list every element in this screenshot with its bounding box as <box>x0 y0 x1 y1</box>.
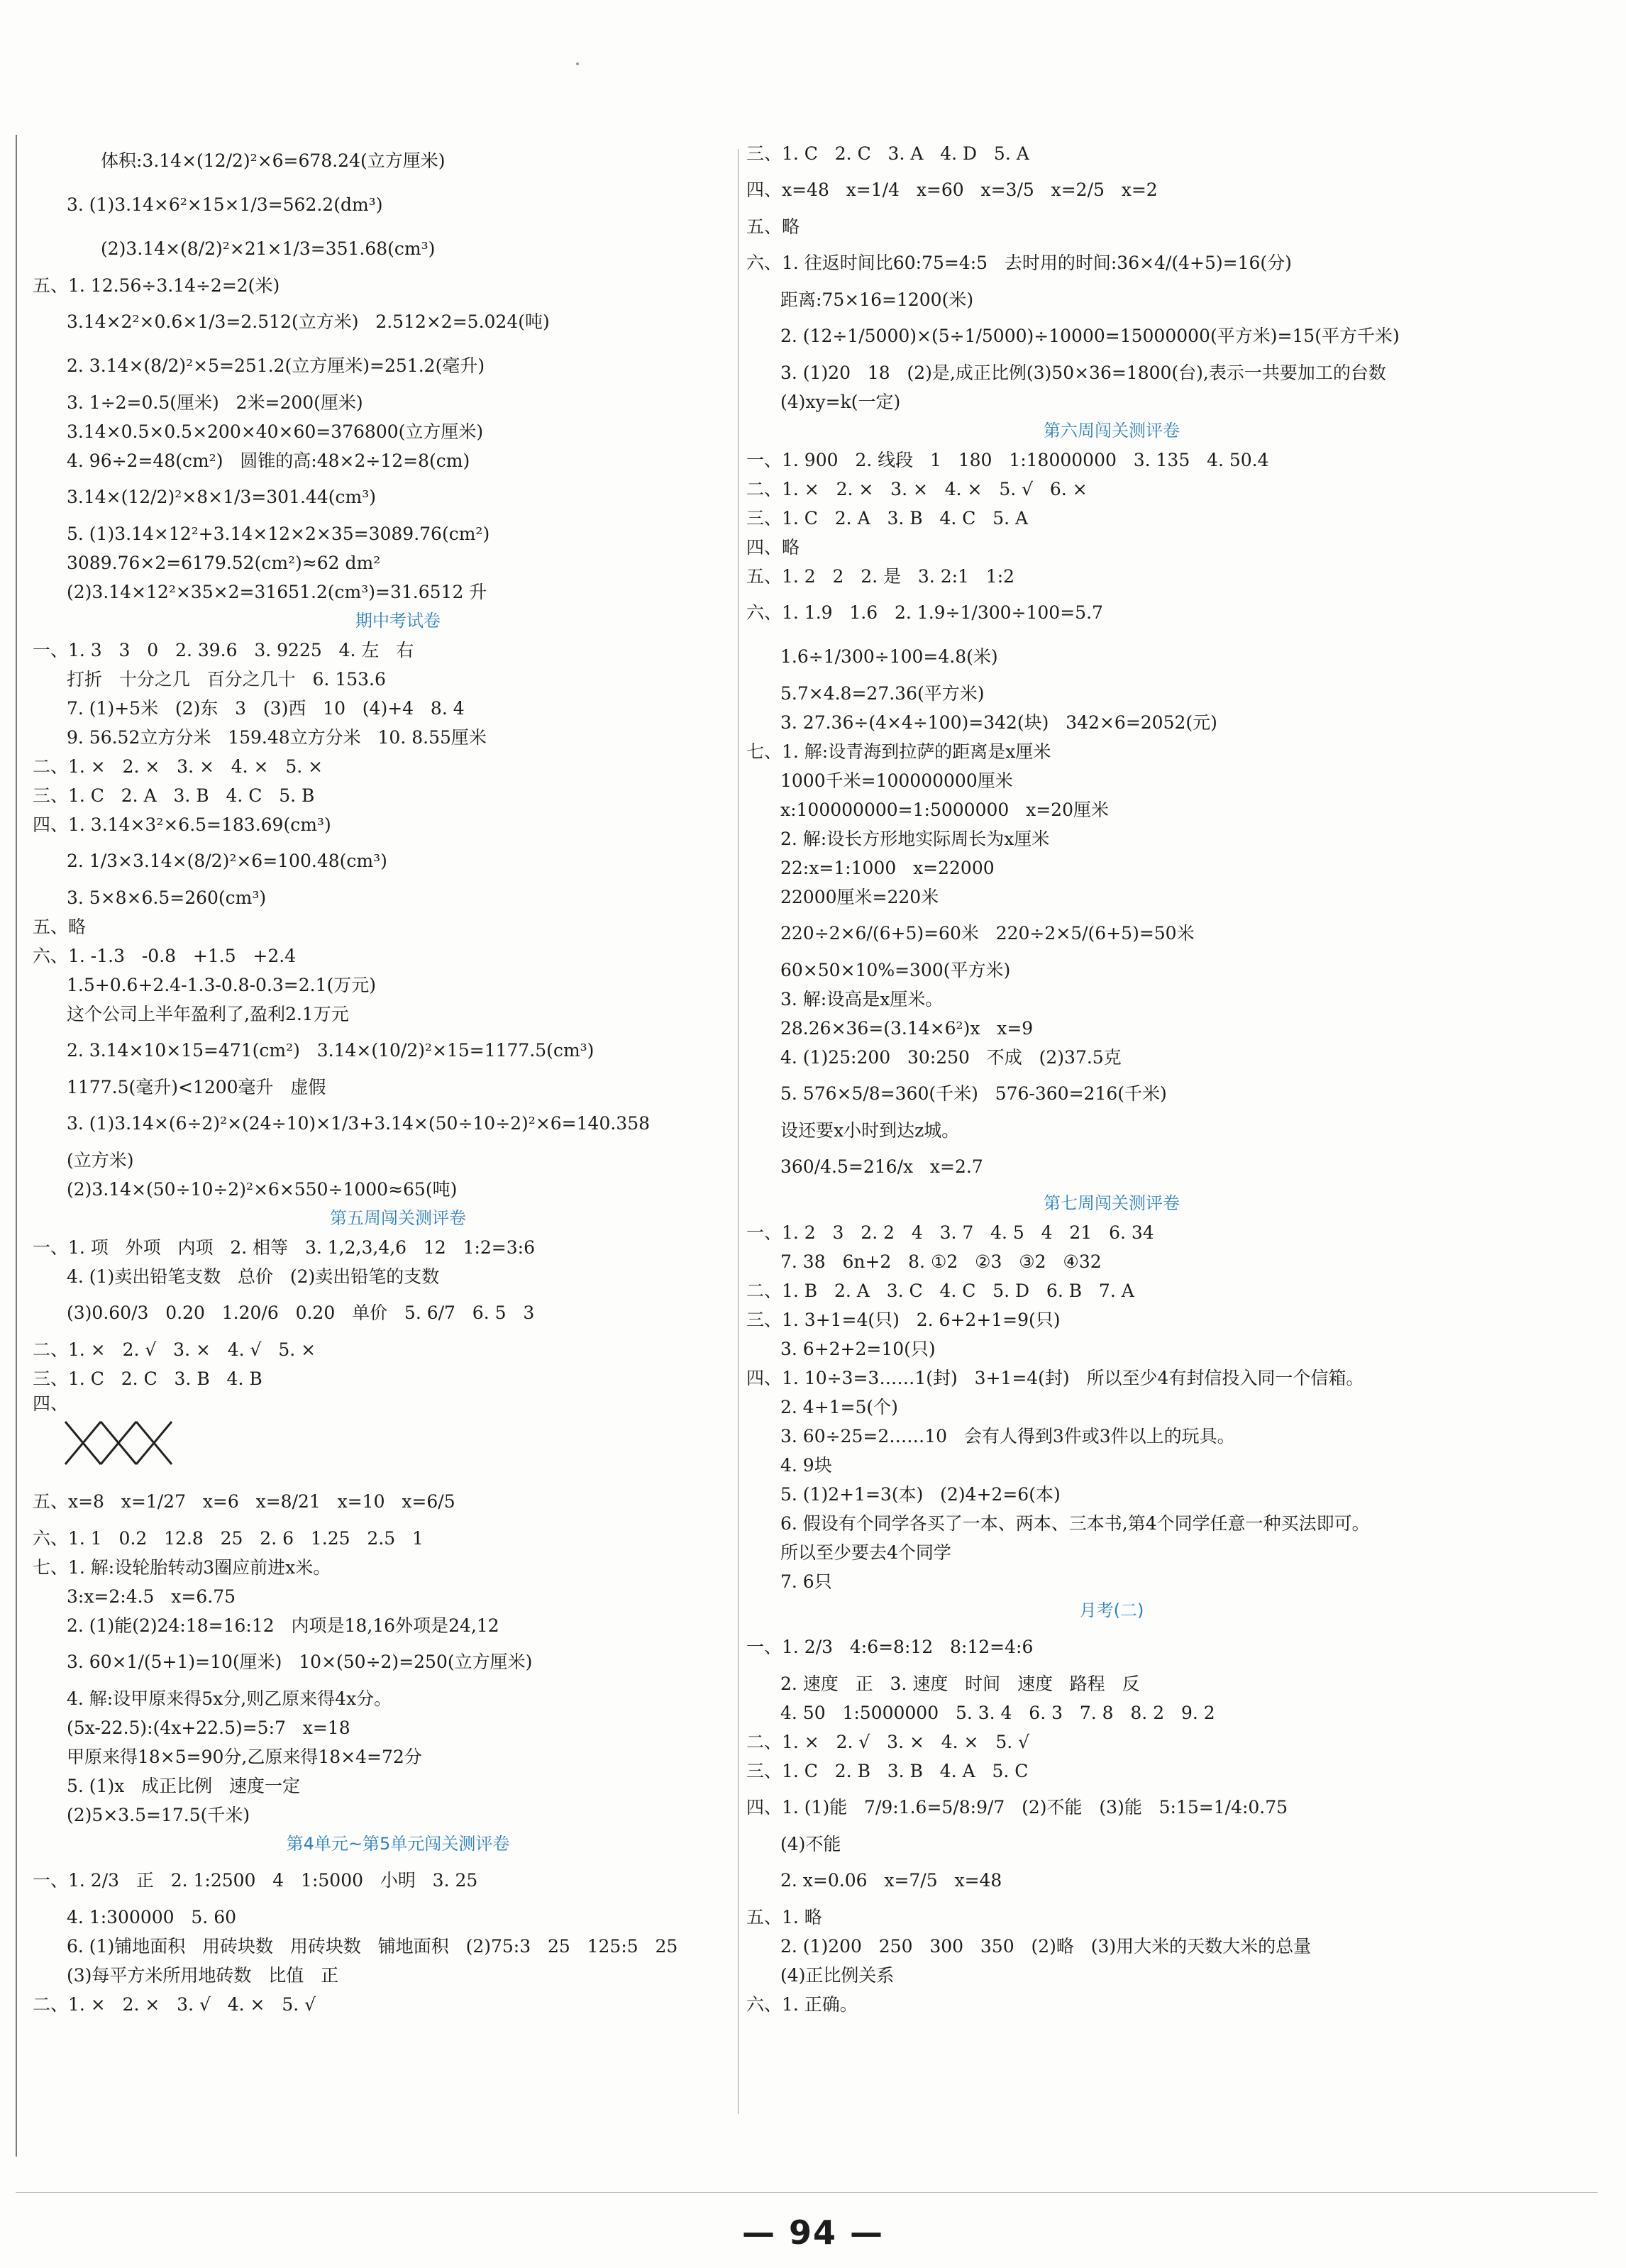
answer-line: 4. (1)25:200 30:250 不成 (2)37.5克 <box>780 1047 1122 1068</box>
answer-line: 五、1. 略 <box>746 1907 822 1927</box>
answer-line: 5. 576×5/8=360(千米) 576-360=216(千米) <box>780 1083 1167 1104</box>
answer-line: 2. (1)能(2)24:18=16:12 内项是18,16外项是24,12 <box>67 1615 499 1636</box>
answer-line: 3. (1)20 18 (2)是,成正比例(3)50×36=1800(台),表示一共要加工的台数 <box>780 363 1386 383</box>
answer-line: 3. 5×8×6.5=260(cm³) <box>67 887 267 908</box>
answer-line: 5. (1)2+1=3(本) (2)4+2=6(本) <box>780 1484 1061 1505</box>
answer-line: 5. (1)x 成正比例 速度一定 <box>67 1776 300 1796</box>
answer-line: 七、1. 解:设青海到拉萨的距离是x厘米 <box>746 741 1051 762</box>
answer-line: 2. (12÷1/5000)×(5÷1/5000)÷10000=15000000(平方米)=15(平方千米) <box>780 326 1400 346</box>
answer-line: 3. 6+2+2=10(只) <box>780 1339 936 1359</box>
answer-line: 六、1. -1.3 -0.8 +1.5 +2.4 <box>33 946 297 966</box>
answer-line: 一、1. 项 外项 内项 2. 相等 3. 1,2,3,4,6 12 1:2=3:6 <box>33 1237 535 1258</box>
scan-speck <box>576 62 579 65</box>
answer-line: 4. 96÷2=48(cm²) 圆锥的高:48×2÷12=8(cm) <box>67 450 470 471</box>
answer-line: 7. 6只 <box>780 1571 832 1592</box>
answer-line: 一、1. 900 2. 线段 1 180 1:18000000 3. 135 4. 50.4 <box>746 450 1269 470</box>
answer-line: 3.14×2²×0.6×1/3=2.512(立方米) 2.512×2=5.024(吨) <box>67 311 550 332</box>
answer-line: 1000千米=100000000厘米 <box>780 770 1013 791</box>
answer-line: (3)每平方米所用地砖数 比值 正 <box>67 1965 339 1986</box>
section-heading: 第七周闯关测评卷 <box>1044 1193 1180 1213</box>
left-column <box>33 139 763 2019</box>
answer-line: 二、1. B 2. A 3. C 4. C 5. D 6. B 7. A <box>746 1280 1134 1301</box>
answer-line: 3. (1)3.14×(6÷2)²×(24÷10)×1/3+3.14×(50÷10÷2)²×6=140.358 <box>67 1113 651 1134</box>
answer-line: 2. 3.14×(8/2)²×5=251.2(立方厘米)=251.2(毫升) <box>67 355 485 376</box>
answer-line: 一、1. 2 3 2. 2 4 3. 7 4. 5 4 21 6. 34 <box>746 1222 1154 1243</box>
answer-line: 3089.76×2=6179.52(cm²)≈62 dm² <box>67 553 381 573</box>
section-heading: 第六周闯关测评卷 <box>1044 421 1180 441</box>
answer-line: 2. 4+1=5(个) <box>780 1397 898 1417</box>
answer-line: (3)0.60/3 0.20 1.20/6 0.20 单价 5. 6/7 6. 5 3 <box>67 1302 535 1323</box>
answer-line: 设还要x小时到达z城。 <box>780 1120 960 1141</box>
answer-line: 一、1. 2/3 4:6=8:12 8:12=4:6 <box>746 1637 1034 1657</box>
answer-line: (2)3.14×(50÷10÷2)²×6×550÷1000≈65(吨) <box>67 1179 458 1200</box>
answer-line: 七、1. 解:设轮胎转动3圈应前进x米。 <box>33 1557 331 1578</box>
answer-line: 四、 <box>33 1393 69 1414</box>
footer-rule <box>16 2192 1598 2193</box>
answer-line: 四、1. (1)能 7/9:1.6=5/8:9/7 (2)不能 (3)能 5:15=1/4:0.75 <box>746 1797 1288 1818</box>
answer-line: 3. 1÷2=0.5(厘米) 2米=200(厘米) <box>67 392 363 413</box>
answer-line: 三、1. C 2. C 3. B 4. B <box>33 1368 262 1389</box>
answer-line: 二、1. × 2. √ 3. × 4. × 5. √ <box>746 1732 1030 1752</box>
answer-line: 3. (1)3.14×6²×15×1/3=562.2(dm³) <box>67 194 383 215</box>
answer-line: 打折 十分之几 百分之几十 6. 153.6 <box>67 669 386 690</box>
answer-line: (4)xy=k(一定) <box>780 392 901 412</box>
answer-line: 2. 1/3×3.14×(8/2)²×6=100.48(cm³) <box>67 851 387 871</box>
answer-line: 六、1. 往返时间比60:75=4:5 去时用的时间:36×4/(4+5)=16(分) <box>746 253 1292 273</box>
answer-line: 2. 速度 正 3. 速度 时间 速度 路程 反 <box>780 1674 1140 1694</box>
answer-line: 22000厘米=220米 <box>780 887 939 907</box>
answer-line: 甲原来得18×5=90分,乙原来得18×4=72分 <box>67 1747 422 1767</box>
answer-line: (4)不能 <box>780 1834 841 1854</box>
answer-line: 五、x=8 x=1/27 x=6 x=8/21 x=10 x=6/5 <box>33 1491 455 1512</box>
right-column <box>746 139 1477 2019</box>
answer-line: 3:x=2:4.5 x=6.75 <box>67 1586 236 1607</box>
answer-line: 六、1. 正确。 <box>746 1994 858 2015</box>
answer-line: (立方米) <box>67 1150 134 1171</box>
matching-lines-figure <box>58 1415 200 1477</box>
answer-line: 一、1. 3 3 0 2. 39.6 3. 9225 4. 左 右 <box>33 640 414 660</box>
section-heading: 月考(二) <box>1079 1600 1144 1620</box>
answer-line: 3. 解:设高是x厘米。 <box>780 989 944 1009</box>
section-heading: 第五周闯关测评卷 <box>330 1208 466 1228</box>
answer-line: 二、1. × 2. √ 3. × 4. √ 5. × <box>33 1339 316 1360</box>
answer-line: 四、略 <box>746 537 800 558</box>
answer-line: x:100000000=1:5000000 x=20厘米 <box>780 800 1109 820</box>
answer-line: 1.5+0.6+2.4-1.3-0.8-0.3=2.1(万元) <box>67 975 376 995</box>
answer-line: 7. (1)+5米 (2)东 3 (3)西 10 (4)+4 8. 4 <box>67 698 465 719</box>
answer-line: 4. 1:300000 5. 60 <box>67 1907 237 1927</box>
answer-line: 二、1. × 2. × 3. √ 4. × 5. √ <box>33 1994 316 2015</box>
answer-line: 3.14×0.5×0.5×200×40×60=376800(立方厘米) <box>67 421 484 442</box>
answer-line: 六、1. 1.9 1.6 2. 1.9÷1/300÷100=5.7 <box>746 602 1103 623</box>
answer-line: (2)3.14×12²×35×2=31651.2(cm³)=31.6512 升 <box>67 582 487 602</box>
answer-line: 28.26×36=(3.14×6²)x x=9 <box>780 1018 1034 1039</box>
answer-line: (4)正比例关系 <box>780 1965 895 1986</box>
answer-line: 4. 50 1:5000000 5. 3. 4 6. 3 7. 8 8. 2 9. 2 <box>780 1703 1215 1723</box>
answer-line: 3.14×(12/2)²×8×1/3=301.44(cm³) <box>67 487 376 507</box>
answer-line: 三、1. C 2. C 3. A 4. D 5. A <box>746 143 1029 164</box>
binding-rule <box>16 135 17 2157</box>
answer-line: (5x-22.5):(4x+22.5)=5:7 x=18 <box>67 1717 350 1738</box>
answer-line: 六、1. 1 0.2 12.8 25 2. 6 1.25 2.5 1 <box>33 1528 424 1549</box>
answer-line: 3. 60÷25=2……10 会有人得到3件或3件以上的玩具。 <box>780 1426 1235 1446</box>
answer-line: 1.6÷1/300÷100=4.8(米) <box>780 646 998 667</box>
answer-line: 2. 3.14×10×15=471(cm²) 3.14×(10/2)²×15=1177.5(cm³) <box>67 1040 594 1061</box>
answer-line: 2. (1)200 250 300 350 (2)略 (3)用大米的天数大米的总量 <box>780 1936 1312 1957</box>
answer-line: 距离:75×16=1200(米) <box>780 289 974 310</box>
answer-line: 二、1. × 2. × 3. × 4. × 5. √ 6. × <box>746 479 1088 499</box>
answer-line: 7. 38 6n+2 8. ①2 ②3 ③2 ④32 <box>780 1251 1102 1272</box>
answer-line: (2)3.14×(8/2)²×21×1/3=351.68(cm³) <box>101 238 436 259</box>
answer-line: 360/4.5=216/x x=2.7 <box>780 1156 983 1177</box>
answer-line: 三、1. C 2. A 3. B 4. C 5. B <box>33 785 315 806</box>
section-heading: 期中考试卷 <box>355 611 441 631</box>
answer-line: 22:x=1:1000 x=22000 <box>780 858 995 878</box>
answer-line: 1177.5(毫升)<1200毫升 虚假 <box>67 1077 326 1097</box>
answer-line: 4. (1)卖出铅笔支数 总价 (2)卖出铅笔的支数 <box>67 1266 440 1287</box>
answer-line: 四、1. 3.14×3²×6.5=183.69(cm³) <box>33 814 331 835</box>
answer-line: 一、1. 2/3 正 2. 1:2500 4 1:5000 小明 3. 25 <box>33 1870 478 1891</box>
answer-line: 五、1. 12.56÷3.14÷2=2(米) <box>33 275 280 296</box>
answer-line: 220÷2×6/(6+5)=60米 220÷2×5/(6+5)=50米 <box>780 923 1195 944</box>
answer-line: 5. (1)3.14×12²+3.14×12×2×35=3089.76(cm²) <box>67 524 490 544</box>
answer-line: 四、1. 10÷3=3……1(封) 3+1=4(封) 所以至少4有封信投入同一个信箱。 <box>746 1368 1364 1388</box>
answer-line: 五、1. 2 2 2. 是 3. 2:1 1:2 <box>746 566 1015 587</box>
section-heading: 第4单元~第5单元闯关测评卷 <box>286 1834 510 1854</box>
answer-line: 三、1. C 2. A 3. B 4. C 5. A <box>746 508 1029 529</box>
answer-line: 5.7×4.8=27.36(平方米) <box>780 683 985 704</box>
answer-line: (2)5×3.5=17.5(千米) <box>67 1805 250 1825</box>
answer-line: 60×50×10%=300(平方米) <box>780 960 1011 980</box>
answer-line: 2. x=0.06 x=7/5 x=48 <box>780 1870 1002 1891</box>
answer-line: 6. 假设有个同学各买了一本、两本、三本书,第4个同学任意一种买法即可。 <box>780 1513 1370 1534</box>
answer-line: 9. 56.52立方分米 159.48立方分米 10. 8.55厘米 <box>67 727 487 748</box>
answer-line: 所以至少要去4个同学 <box>780 1542 951 1563</box>
answer-line: 3. 27.36÷(4×4÷100)=342(块) 342×6=2052(元) <box>780 712 1217 733</box>
answer-line: 五、略 <box>746 216 800 237</box>
answer-line: 这个公司上半年盈利了,盈利2.1万元 <box>67 1004 349 1024</box>
answer-line: 二、1. × 2. × 3. × 4. × 5. × <box>33 756 323 777</box>
answer-line: 4. 解:设甲原来得5x分,则乙原来得4x分。 <box>67 1688 392 1709</box>
answer-line: 三、1. 3+1=4(只) 2. 6+2+1=9(只) <box>746 1310 1061 1330</box>
answer-line: 体积:3.14×(12/2)²×6=678.24(立方厘米) <box>101 150 446 171</box>
answer-line: 五、略 <box>33 917 87 937</box>
page-number: — 94 — <box>741 2213 885 2252</box>
answer-line: 3. 60×1/(5+1)=10(厘米) 10×(50÷2)=250(立方厘米) <box>67 1652 533 1672</box>
answer-line: 6. (1)铺地面积 用砖块数 用砖块数 铺地面积 (2)75:3 25 125:5 25 <box>67 1936 678 1957</box>
answer-line: 三、1. C 2. B 3. B 4. A 5. C <box>746 1761 1029 1781</box>
answer-line: 4. 9块 <box>780 1455 832 1476</box>
answer-line: 2. 解:设长方形地实际周长为x厘米 <box>780 829 1050 849</box>
answer-line: 四、x=48 x=1/4 x=60 x=3/5 x=2/5 x=2 <box>746 179 1158 200</box>
